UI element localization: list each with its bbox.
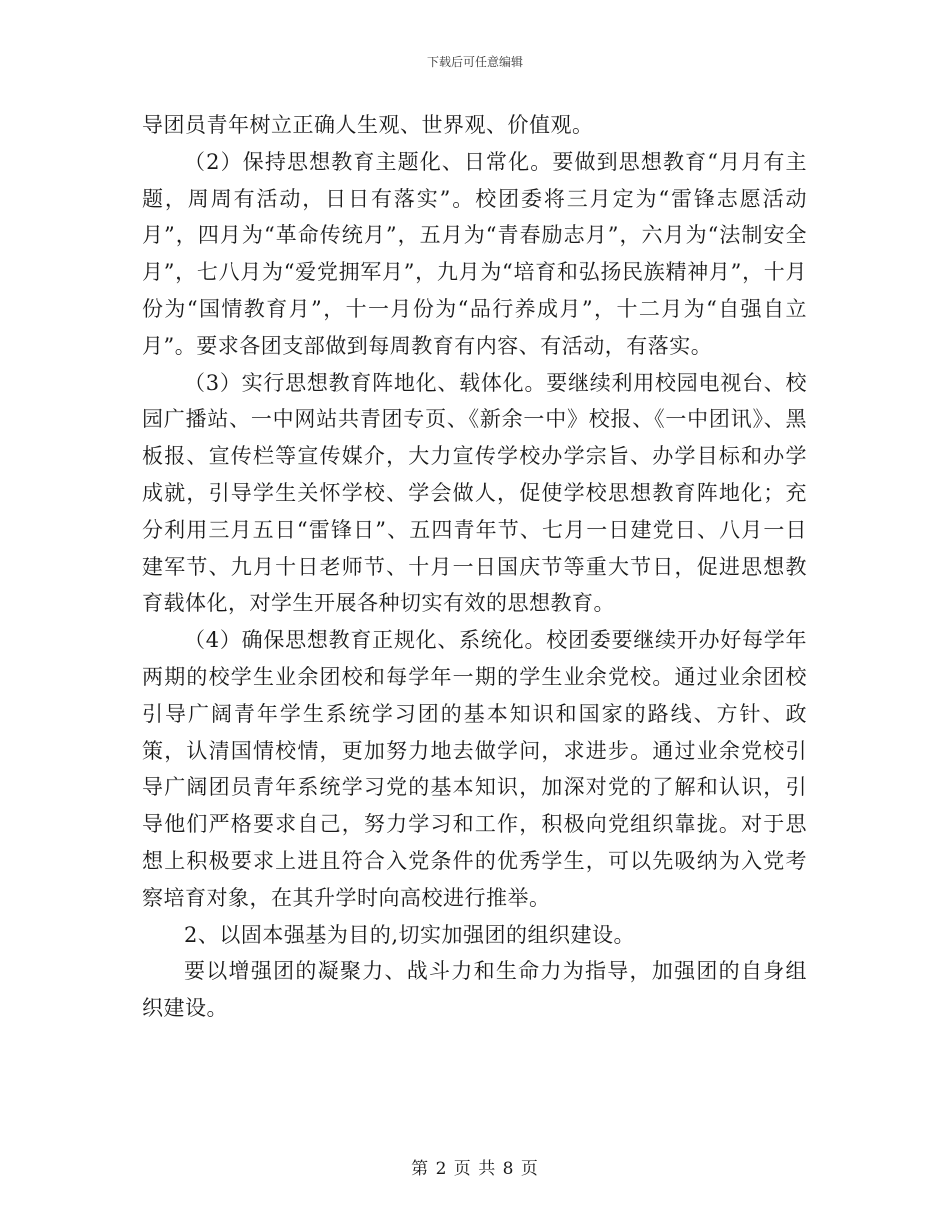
document-body [142, 107, 807, 1027]
paragraph-item-3: （3）实行思想教育阵地化、载体化。要继续利用校园电视台、校园广播站、一中网站共青团专页、《新余一中》校报、《一中团讯》、黑板报、宣传栏等宣传媒介，大力宣传学校办学宗旨、办学目标和办学成就，引导学生关怀学校、学会做人，促使学校思想教育阵地化；充分利用三月五日“雷锋日”、五四青年节、七月一日建党日、八月一日建军节、九月十日老师节、十月一日国庆节等重大节日，促进思想教育载体化，对学生开展各种切实有效的思想教育。 [142, 370, 807, 616]
section-heading-2: 2、以固本强基为目的,切实加强团的组织建设。 [184, 922, 636, 947]
paragraph-continuation: 导团员青年树立正确人生观、世界观、价值观。 [142, 113, 594, 137]
paragraph-section-2-intro: 要以增强团的凝聚力、战斗力和生命力为指导，加强团的自身组织建设。 [142, 959, 807, 1021]
page-number: 第 2 页 共 8 页 [411, 1159, 539, 1179]
page-header-note: 下载后可任意编辑 [426, 55, 523, 69]
paragraph-item-4: （4）确保思想教育正规化、系统化。校团委要继续开办好每学年两期的校学生业余团校和每学年一期的学生业余党校。通过业余团校引导广阔青年学生系统学习团的基本知识和国家的路线、方针、政策，认清国情校情，更加努力地去做学问，求进步。通过业余党校引导广阔团员青年系统学习党的基本知识，加深对党的了解和认识，引导他们严格要求自己，努力学习和工作，积极向党组织靠拢。对于思想上积极要求上进且符合入党条件的优秀学生，可以先吸纳为入党考察培育对象，在其升学时向高校进行推举。 [142, 628, 807, 910]
paragraph-item-2: （2）保持思想教育主题化、日常化。要做到思想教育“月月有主题，周周有活动，日日有落实”。校团委将三月定为“雷锋志愿活动月”，四月为“革命传统月”，五月为“青春励志月”，六月为“法制安全月”，七八月为“爱党拥军月”，九月为“培育和弘扬民族精神月”，十月份为“国情教育月”，十一月份为“品行养成月”，十二月为“自强自立月”。要求各团支部做到每周教育有内容、有活动，有落实。 [142, 149, 807, 358]
